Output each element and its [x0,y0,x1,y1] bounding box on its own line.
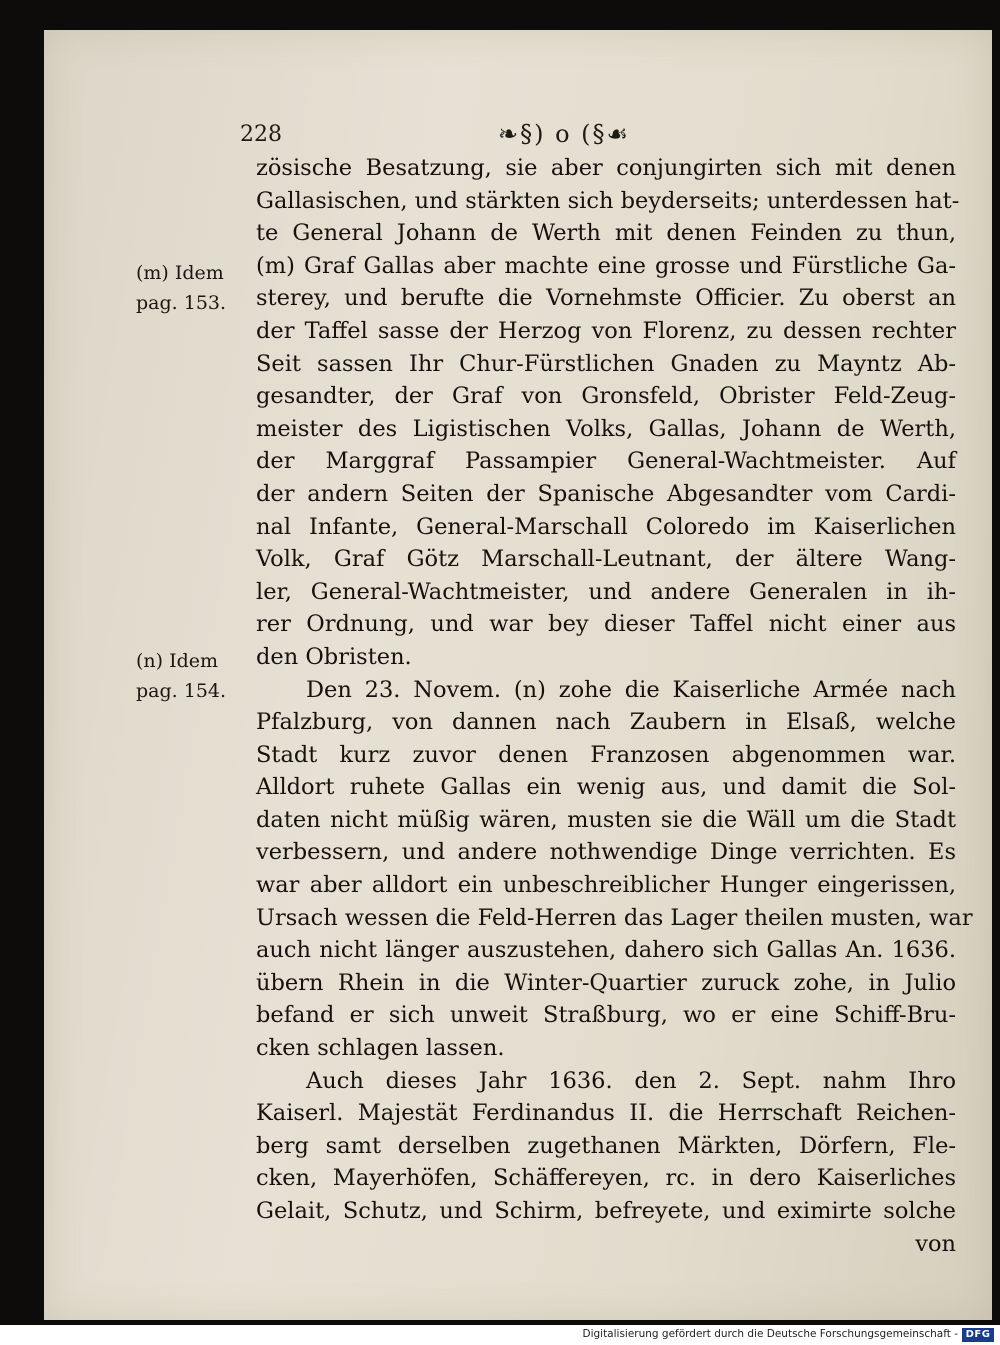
text-line: der andern Seiten der Spanische Abgesandter vom Cardi- [256,480,956,507]
text-line: (m) Graf Gallas aber machte eine grosse und Fürstliche Ga- [256,252,956,279]
text-line: der Taffel sasse der Herzog von Florenz, zu dessen rechter [256,317,956,344]
text-line: Gallasischen, und stärkten sich beyderseits; unterdessen hat- [256,187,960,214]
text-line: cken schlagen lassen. [256,1035,505,1062]
text-line: Alldort ruhete Gallas ein wenig aus, und damit die Sol- [256,774,956,801]
text-line: Stadt kurz zuvor denen Franzosen abgenommen war. [256,741,956,768]
text-line: gesandter, der Graf von Gronsfeld, Obrister Feld-Zeug- [256,383,956,410]
page-number: 228 [240,122,282,147]
margin-note-n [136,646,251,706]
margin-note-m [136,258,251,318]
margin-note-m-line: (m) Idem [136,262,224,284]
body-text [256,152,973,1260]
text-line: auch nicht länger auszustehen, dahero sich Gallas An. 1636. [256,937,956,964]
dfg-logo-icon: DFG [962,1328,994,1342]
digitization-credit: Digitalisierung gefördert durch die Deutsche Forschungsgemeinschaft - [582,1328,958,1340]
text-line: Auch dieses Jahr 1636. den 2. Sept. nahm Ihro [306,1067,956,1094]
text-line: den Obristen. [256,643,412,670]
margin-note-n-line: pag. 154. [136,680,227,702]
text-line: Kaiserl. Majestät Ferdinandus II. die Herrschaft Reichen- [256,1100,956,1127]
text-line: Ursach wessen die Feld-Herren das Lager theilen musten, war [256,904,973,931]
header-ornament: ❧§) o (§☙ [498,120,631,148]
text-line: Gelait, Schutz, und Schirm, befreyete, und eximirte solche [256,1198,956,1224]
margin-note-n-line: (n) Idem [136,650,219,672]
text-line: übern Rhein in die Winter-Quartier zuruck zohe, in Julio [256,969,956,996]
margin-note-m-line: pag. 153. [136,292,227,314]
text-line: meister des Ligistischen Volks, Gallas, Johann de Werth, [256,415,956,442]
text-line: Den 23. Novem. (n) zohe die Kaiserliche Armée nach [306,676,956,703]
text-line: verbessern, und andere nothwendige Dinge verrichten. Es [256,839,956,866]
text-line: befand er sich unweit Straßburg, wo er eine Schiff-Bru- [256,1002,956,1029]
text-line: zösische Besatzung, sie aber conjungirten sich mit denen [256,155,956,181]
catchword: von [915,1230,956,1257]
text-line: war aber alldort ein unbeschreiblicher Hunger eingerissen, [256,872,956,899]
text-line: cken, Mayerhöfen, Schäffereyen, rc. in dero Kaiserliches [256,1165,956,1192]
text-line: der Marggraf Passampier General-Wachtmeister. Auf [256,448,956,475]
text-line: ler, General-Wachtmeister, und andere Generalen in ih- [256,578,956,605]
text-line: Seit sassen Ihr Chur-Fürstlichen Gnaden zu Mayntz Ab- [256,350,956,377]
text-line: Pfalzburg, von dannen nach Zaubern in Elsaß, welche [256,709,956,736]
text-line: Volk, Graf Götz Marschall-Leutnant, der ältere Wang- [256,546,956,573]
text-line: daten nicht müßig wären, musten sie die Wäll um die Stadt [256,806,956,833]
page-header [240,122,930,154]
text-line: sterey, und berufte die Vornehmste Officier. Zu oberst an [256,285,956,312]
text-line: berg samt derselben zugethanen Märkten, Dörfern, Fle- [256,1132,956,1159]
text-line: nal Infante, General-Marschall Coloredo im Kaiserlichen [256,513,956,540]
text-line: te General Johann de Werth mit denen Feinden zu thun, [256,220,956,247]
text-line: rer Ordnung, und war bey dieser Taffel nicht einer aus [256,611,956,638]
